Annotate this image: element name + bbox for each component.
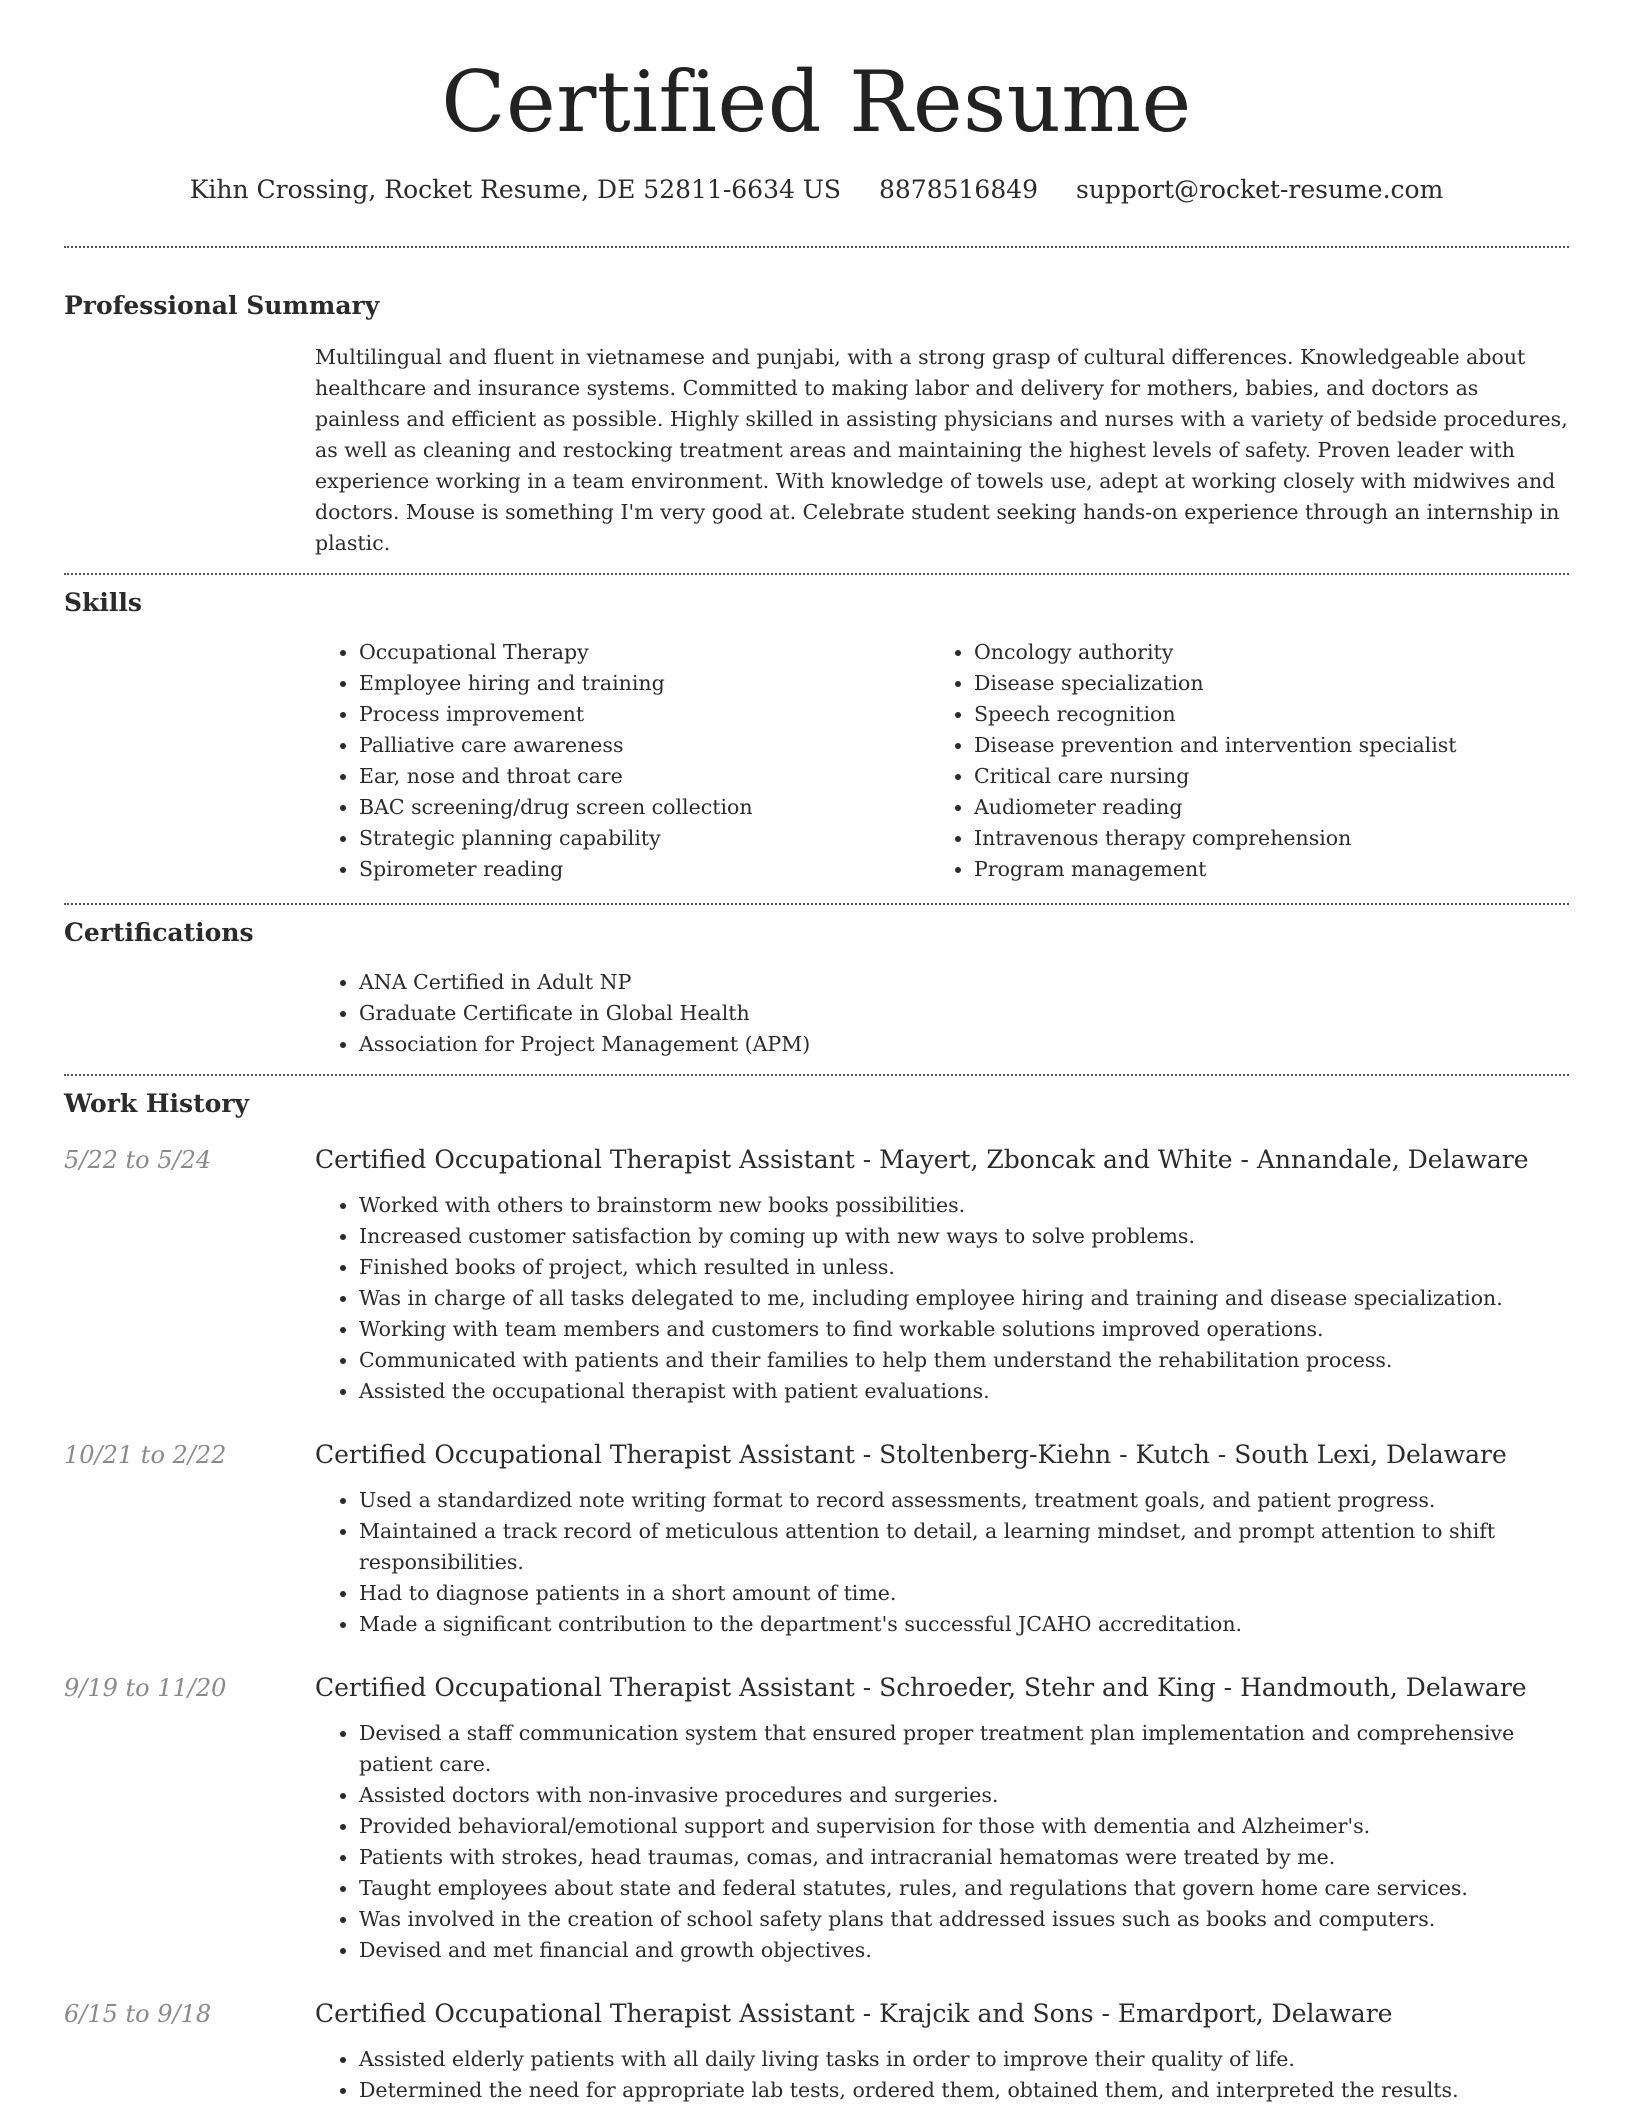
skill-item: • Spirometer reading (359, 854, 930, 885)
resume-name: Certified Resume (441, 53, 1192, 151)
job-dates: 6/15 to 9/18 (64, 2000, 212, 2028)
divider (64, 573, 1569, 575)
jobs-container (64, 1142, 1569, 2106)
divider (64, 903, 1569, 905)
divider (64, 1074, 1569, 1076)
skill-item: • Ear, nose and throat care (359, 761, 930, 792)
job-duty-item: • Provided behavioral/emotional support and supervision for those with dementia and Alzheimer's. (359, 1811, 1569, 1842)
job-duties-list (315, 2044, 1569, 2106)
job-duty-item: • Used a standardized note writing format to record assessments, treatment goals, and patient progress. (359, 1485, 1569, 1516)
skill-item: • Speech recognition (974, 699, 1545, 730)
job-entry (64, 1670, 1569, 1966)
certifications-list (315, 967, 1569, 1060)
job-duty-item: • Assisted doctors with non-invasive procedures and surgeries. (359, 1780, 1569, 1811)
job-duty-item: • Devised and met financial and growth objectives. (359, 1935, 1569, 1966)
skill-item: • Critical care nursing (974, 761, 1545, 792)
job-duties-wrap (315, 1485, 1569, 1640)
job-heading: Certified Occupational Therapist Assistant - Mayert, Zboncak and White - Annandale, Delaware (315, 1145, 1529, 1174)
job-duty-item: • Increased customer satisfaction by coming up with new ways to solve problems. (359, 1221, 1569, 1252)
job-dates: 10/21 to 2/22 (64, 1441, 227, 1469)
job-entry (64, 1437, 1569, 1640)
work-title: Work History (64, 1089, 250, 1118)
certifications-list-wrap (315, 967, 1569, 1060)
certification-item: • Association for Project Management (APM) (359, 1029, 1569, 1060)
contact-email: support@rocket-resume.com (1076, 175, 1444, 204)
job-heading: Certified Occupational Therapist Assistant - Krajcik and Sons - Emardport, Delaware (315, 1999, 1393, 2028)
skill-item: • Disease prevention and intervention specialist (974, 730, 1545, 761)
certifications-section (64, 915, 1569, 1060)
contact-phone: 8878516849 (878, 175, 1039, 204)
job-entry (64, 1996, 1569, 2106)
job-duty-item: • Had to diagnose patients in a short amount of time. (359, 1578, 1569, 1609)
job-header (64, 1142, 1569, 1178)
job-duty-item: • Devised a staff communication system that ensured proper treatment plan implementation and comprehensive patient care. (359, 1718, 1569, 1780)
contact-line (64, 172, 1569, 208)
summary-section (64, 288, 1569, 559)
skill-item: • Disease specialization (974, 668, 1545, 699)
job-duty-item: • Determined the need for appropriate lab tests, ordered them, obtained them, and interpreted the results. (359, 2075, 1569, 2106)
job-duty-item: • Patients with strokes, head traumas, comas, and intracranial hematomas were treated by me. (359, 1842, 1569, 1873)
job-duty-item: • Assisted elderly patients with all daily living tasks in order to improve their quality of life. (359, 2044, 1569, 2075)
job-duties-list (315, 1190, 1569, 1407)
job-duty-item: • Maintained a track record of meticulous attention to detail, a learning mindset, and prompt attention to shift responsibilities. (359, 1516, 1569, 1578)
skills-list-left (315, 637, 930, 885)
job-duties-list (315, 1485, 1569, 1640)
job-duty-item: • Taught employees about state and federal statutes, rules, and regulations that govern home care services. (359, 1873, 1569, 1904)
skills-column-right (930, 637, 1545, 885)
job-header (64, 1670, 1569, 1706)
skill-item: • Intravenous therapy comprehension (974, 823, 1545, 854)
skills-column-left (315, 637, 930, 885)
skill-item: • Oncology authority (974, 637, 1545, 668)
job-dates: 9/19 to 11/20 (64, 1674, 227, 1702)
job-dates: 5/22 to 5/24 (64, 1146, 212, 1174)
skill-item: • Employee hiring and training (359, 668, 930, 699)
skill-item: • Occupational Therapy (359, 637, 930, 668)
contact-address: Kihn Crossing, Rocket Resume, DE 52811-6634 US (189, 175, 842, 204)
job-header (64, 1437, 1569, 1473)
skills-grid (315, 637, 1569, 885)
job-heading: Certified Occupational Therapist Assistant - Schroeder, Stehr and King - Handmouth, Delaware (315, 1673, 1527, 1702)
job-duties-list (315, 1718, 1569, 1966)
job-duty-item: • Was involved in the creation of school safety plans that addressed issues such as books and computers. (359, 1904, 1569, 1935)
skills-title: Skills (64, 588, 142, 617)
job-duty-item: • Finished books of project, which resulted in unless. (359, 1252, 1569, 1283)
skill-item: • Palliative care awareness (359, 730, 930, 761)
job-duties-wrap (315, 1718, 1569, 1966)
job-duty-item: • Working with team members and customers to find workable solutions improved operations. (359, 1314, 1569, 1345)
divider (64, 246, 1569, 248)
job-duties-wrap (315, 1190, 1569, 1407)
skills-list-right (930, 637, 1545, 885)
summary-text: Multilingual and fluent in vietnamese and punjabi, with a strong grasp of cultural differences. Knowledgeable about healthcare and insurance systems. Committed to making labor and delivery for mothers, babies, and doctors as painless and efficient as possible. Highly skilled in assisting physicians and nurses with a variety of bedside procedures, as well as cleaning and restocking treatment areas and maintaining the highest levels of safety. Proven leader with experience working in a team environment. With knowledge of towels use, adept at working closely with midwives and doctors. Mouse is something I'm very good at. Celebrate student seeking hands-on experience through an internship in plastic. (315, 345, 1568, 555)
certification-item: • Graduate Certificate in Global Health (359, 998, 1569, 1029)
skills-section (64, 585, 1569, 885)
skill-item: • Process improvement (359, 699, 930, 730)
skill-item: • BAC screening/drug screen collection (359, 792, 930, 823)
resume-page (64, 0, 1569, 2106)
certification-item: • ANA Certified in Adult NP (359, 967, 1569, 998)
certifications-title: Certifications (64, 918, 254, 947)
job-duty-item: • Was in charge of all tasks delegated to me, including employee hiring and training and disease specialization. (359, 1283, 1569, 1314)
job-duties-wrap (315, 2044, 1569, 2106)
job-header (64, 1996, 1569, 2032)
job-entry (64, 1142, 1569, 1407)
job-duty-item: • Worked with others to brainstorm new books possibilities. (359, 1190, 1569, 1221)
job-duty-item: • Made a significant contribution to the department's successful JCAHO accreditation. (359, 1609, 1569, 1640)
job-heading: Certified Occupational Therapist Assistant - Stoltenberg-Kiehn - Kutch - South Lexi, Delaware (315, 1440, 1507, 1469)
summary-title: Professional Summary (64, 291, 380, 320)
job-duty-item: • Communicated with patients and their families to help them understand the rehabilitation process. (359, 1345, 1569, 1376)
skill-item: • Strategic planning capability (359, 823, 930, 854)
skill-item: • Program management (974, 854, 1545, 885)
work-section (64, 1086, 1569, 2106)
job-duty-item: • Assisted the occupational therapist with patient evaluations. (359, 1376, 1569, 1407)
skill-item: • Audiometer reading (974, 792, 1545, 823)
